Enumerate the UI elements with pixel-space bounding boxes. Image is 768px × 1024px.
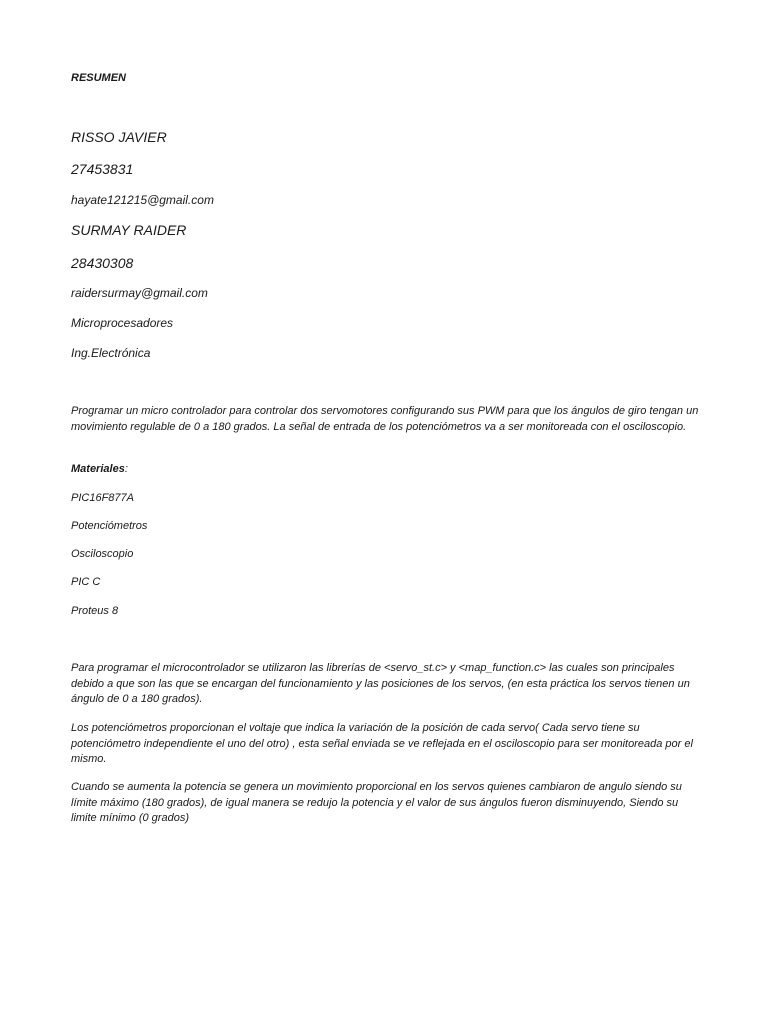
career-name: Ing.Electrónica <box>71 346 151 360</box>
author-2-name: SURMAY RAIDER <box>71 222 187 238</box>
body-paragraph-1: Para programar el microcontrolador se utilizaron las librerías de <servo_st.c> y <map_function.c> las cuales son principales debido a que son las que se encargan del funcionamiento y las posiciones de los servos, (en esta práctica los servos tienen un ángulo de 0 a 180 grados). <box>71 662 690 705</box>
author-1-id: 27453831 <box>71 161 134 177</box>
material-item: Osciloscopio <box>71 548 134 560</box>
material-item: Potenciómetros <box>71 520 148 532</box>
material-item: PIC C <box>71 576 101 588</box>
material-item: Proteus 8 <box>71 605 119 617</box>
author-1-name: RISSO JAVIER <box>71 129 167 145</box>
materials-label: Materiales <box>71 463 125 475</box>
material-item: PIC16F877A <box>71 492 134 504</box>
body-paragraph-2: Los potenciómetros proporcionan el voltaje que indica la variación de la posición de cada servo( Cada servo tiene su potenciómetro independiente el uno del otro) , esta señal enviada se ve reflejada en el osciloscopio para ser monitoreada por el mismo. <box>71 722 693 765</box>
document-title: RESUMEN <box>71 72 127 84</box>
body-paragraph-3: Cuando se aumenta la potencia se genera un movimiento proporcional en los servos quienes cambiaron de angulo siendo su límite máximo (180 grados), de igual manera se redujo la potencia y el valor de sus ángulos fueron disminuyendo, Siendo su limite mínimo (0 grados) <box>71 781 682 824</box>
author-2-id: 28430308 <box>71 255 134 271</box>
author-1-email: hayate121215@gmail.com <box>71 193 214 207</box>
materials-heading <box>71 463 128 475</box>
objective-paragraph: Programar un micro controlador para controlar dos servomotores configurando sus PWM para que los ángulos de giro tengan un movimiento regulable de 0 a 180 grados. La señal de entrada de los potenciómetros va a ser monitoreada con el osciloscopio. <box>71 405 699 433</box>
author-2-email: raidersurmay@gmail.com <box>71 286 208 300</box>
course-name: Microprocesadores <box>71 316 174 330</box>
materials-label-suffix: : <box>124 463 128 475</box>
